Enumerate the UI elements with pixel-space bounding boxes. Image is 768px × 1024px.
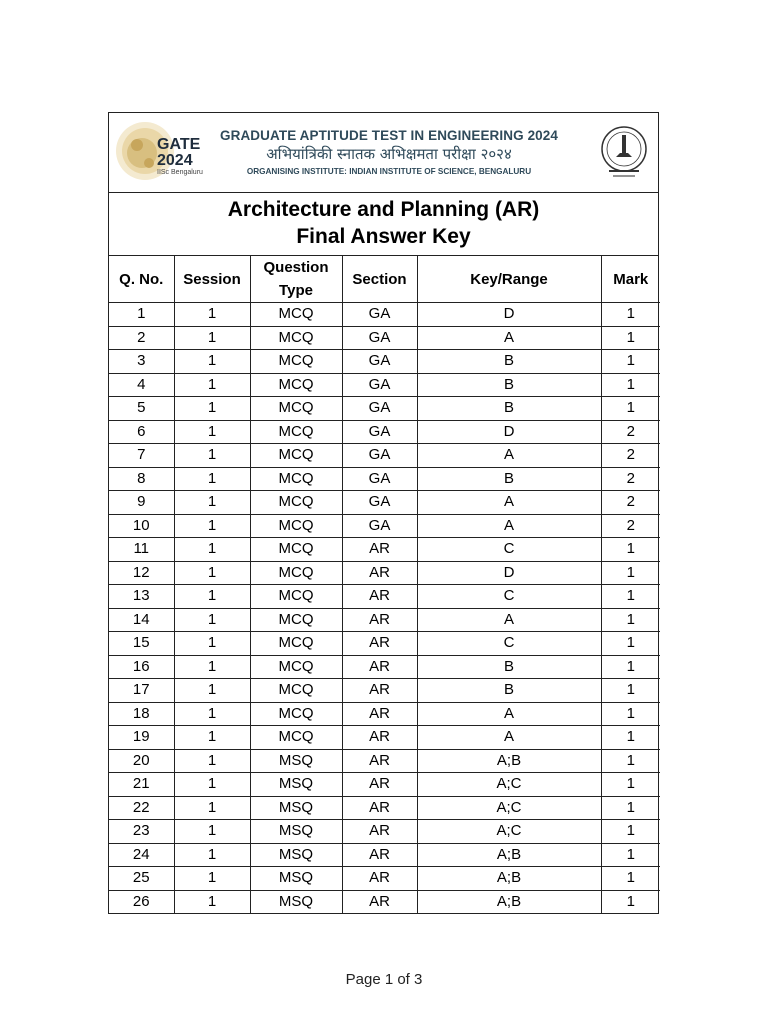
column-header-q-no: Q. No. bbox=[109, 256, 174, 303]
table-row bbox=[109, 397, 660, 421]
cell-key-range: C bbox=[417, 585, 601, 609]
cell-key-range: C bbox=[417, 632, 601, 656]
cell-key-range: B bbox=[417, 350, 601, 374]
cell-session: 1 bbox=[174, 820, 250, 844]
cell-question-type: MCQ bbox=[250, 608, 342, 632]
cell-q-no: 26 bbox=[109, 890, 174, 913]
cell-mark: 1 bbox=[601, 561, 660, 585]
cell-key-range: A;B bbox=[417, 890, 601, 913]
cell-q-no: 1 bbox=[109, 303, 174, 327]
cell-question-type: MCQ bbox=[250, 679, 342, 703]
cell-key-range: A;C bbox=[417, 773, 601, 797]
cell-session: 1 bbox=[174, 397, 250, 421]
cell-section: AR bbox=[342, 867, 417, 891]
cell-session: 1 bbox=[174, 773, 250, 797]
cell-session: 1 bbox=[174, 350, 250, 374]
header-title-hindi: अभियांत्रिकी स्नातक अभिक्षमता परीक्षा २०२४ bbox=[266, 145, 512, 163]
cell-question-type: MCQ bbox=[250, 514, 342, 538]
document-title: Architecture and Planning (AR) bbox=[227, 198, 540, 221]
cell-session: 1 bbox=[174, 538, 250, 562]
cell-mark: 2 bbox=[601, 491, 660, 515]
cell-key-range: D bbox=[417, 303, 601, 327]
cell-key-range: A bbox=[417, 444, 601, 468]
cell-session: 1 bbox=[174, 585, 250, 609]
cell-question-type: MSQ bbox=[250, 749, 342, 773]
table-body bbox=[109, 303, 660, 914]
cell-key-range: B bbox=[417, 655, 601, 679]
cell-mark: 1 bbox=[601, 749, 660, 773]
cell-question-type: MCQ bbox=[250, 326, 342, 350]
cell-q-no: 22 bbox=[109, 796, 174, 820]
title-block bbox=[109, 193, 658, 256]
cell-question-type: MCQ bbox=[250, 467, 342, 491]
cell-question-type: MCQ bbox=[250, 726, 342, 750]
cell-mark: 2 bbox=[601, 514, 660, 538]
cell-session: 1 bbox=[174, 632, 250, 656]
cell-session: 1 bbox=[174, 655, 250, 679]
table-row bbox=[109, 773, 660, 797]
cell-question-type: MCQ bbox=[250, 444, 342, 468]
cell-session: 1 bbox=[174, 444, 250, 468]
cell-key-range: A;C bbox=[417, 820, 601, 844]
cell-section: GA bbox=[342, 444, 417, 468]
table-row bbox=[109, 608, 660, 632]
cell-mark: 2 bbox=[601, 467, 660, 491]
cell-key-range: B bbox=[417, 397, 601, 421]
cell-mark: 1 bbox=[601, 726, 660, 750]
cell-session: 1 bbox=[174, 679, 250, 703]
cell-key-range: B bbox=[417, 373, 601, 397]
cell-mark: 1 bbox=[601, 397, 660, 421]
table-row bbox=[109, 444, 660, 468]
cell-q-no: 5 bbox=[109, 397, 174, 421]
cell-session: 1 bbox=[174, 608, 250, 632]
cell-section: GA bbox=[342, 420, 417, 444]
cell-session: 1 bbox=[174, 890, 250, 913]
cell-key-range: A bbox=[417, 491, 601, 515]
cell-section: AR bbox=[342, 679, 417, 703]
cell-mark: 1 bbox=[601, 608, 660, 632]
cell-mark: 1 bbox=[601, 326, 660, 350]
cell-section: AR bbox=[342, 773, 417, 797]
table-row bbox=[109, 326, 660, 350]
answer-key-sheet bbox=[108, 112, 659, 914]
cell-q-no: 15 bbox=[109, 632, 174, 656]
cell-key-range: A;B bbox=[417, 749, 601, 773]
cell-section: GA bbox=[342, 491, 417, 515]
cell-q-no: 2 bbox=[109, 326, 174, 350]
cell-q-no: 25 bbox=[109, 867, 174, 891]
cell-mark: 1 bbox=[601, 702, 660, 726]
cell-section: GA bbox=[342, 303, 417, 327]
cell-section: GA bbox=[342, 397, 417, 421]
header-organiser: ORGANISING INSTITUTE: INDIAN INSTITUTE OF SCIENCE, BENGALURU bbox=[246, 167, 532, 176]
table-row bbox=[109, 820, 660, 844]
cell-mark: 2 bbox=[601, 444, 660, 468]
cell-section: AR bbox=[342, 608, 417, 632]
table-row bbox=[109, 890, 660, 913]
cell-question-type: MCQ bbox=[250, 373, 342, 397]
table-row bbox=[109, 514, 660, 538]
cell-mark: 1 bbox=[601, 350, 660, 374]
cell-session: 1 bbox=[174, 491, 250, 515]
column-header-session: Session bbox=[174, 256, 250, 303]
gate-logo-word: GATE bbox=[157, 136, 201, 153]
cell-key-range: A bbox=[417, 514, 601, 538]
table-row bbox=[109, 679, 660, 703]
cell-q-no: 8 bbox=[109, 467, 174, 491]
cell-key-range: B bbox=[417, 679, 601, 703]
cell-mark: 1 bbox=[601, 303, 660, 327]
cell-q-no: 10 bbox=[109, 514, 174, 538]
cell-question-type: MCQ bbox=[250, 303, 342, 327]
cell-section: AR bbox=[342, 726, 417, 750]
cell-q-no: 24 bbox=[109, 843, 174, 867]
cell-mark: 1 bbox=[601, 373, 660, 397]
cell-question-type: MCQ bbox=[250, 491, 342, 515]
table-row bbox=[109, 303, 660, 327]
cell-q-no: 14 bbox=[109, 608, 174, 632]
cell-key-range: D bbox=[417, 420, 601, 444]
cell-section: GA bbox=[342, 467, 417, 491]
cell-session: 1 bbox=[174, 726, 250, 750]
cell-mark: 1 bbox=[601, 820, 660, 844]
table-row bbox=[109, 655, 660, 679]
cell-mark: 1 bbox=[601, 632, 660, 656]
cell-section: AR bbox=[342, 749, 417, 773]
cell-question-type: MSQ bbox=[250, 843, 342, 867]
table-row bbox=[109, 538, 660, 562]
cell-question-type: MCQ bbox=[250, 655, 342, 679]
cell-session: 1 bbox=[174, 420, 250, 444]
table-row bbox=[109, 350, 660, 374]
cell-section: AR bbox=[342, 843, 417, 867]
cell-q-no: 23 bbox=[109, 820, 174, 844]
cell-q-no: 3 bbox=[109, 350, 174, 374]
cell-question-type: MCQ bbox=[250, 420, 342, 444]
cell-question-type: MSQ bbox=[250, 796, 342, 820]
cell-section: GA bbox=[342, 373, 417, 397]
cell-q-no: 6 bbox=[109, 420, 174, 444]
cell-key-range: A bbox=[417, 726, 601, 750]
cell-q-no: 4 bbox=[109, 373, 174, 397]
cell-q-no: 18 bbox=[109, 702, 174, 726]
column-header-mark: Mark bbox=[601, 256, 660, 303]
cell-mark: 1 bbox=[601, 585, 660, 609]
cell-q-no: 19 bbox=[109, 726, 174, 750]
table-row bbox=[109, 796, 660, 820]
cell-mark: 1 bbox=[601, 796, 660, 820]
cell-question-type: MCQ bbox=[250, 632, 342, 656]
cell-q-no: 9 bbox=[109, 491, 174, 515]
cell-mark: 1 bbox=[601, 867, 660, 891]
cell-mark: 1 bbox=[601, 843, 660, 867]
cell-section: AR bbox=[342, 655, 417, 679]
cell-key-range: A bbox=[417, 608, 601, 632]
iisc-emblem-icon bbox=[595, 123, 653, 181]
cell-key-range: B bbox=[417, 467, 601, 491]
header-text bbox=[219, 128, 559, 176]
column-header-key-range: Key/Range bbox=[417, 256, 601, 303]
cell-q-no: 13 bbox=[109, 585, 174, 609]
cell-section: AR bbox=[342, 632, 417, 656]
cell-q-no: 11 bbox=[109, 538, 174, 562]
cell-section: AR bbox=[342, 820, 417, 844]
cell-key-range: A;B bbox=[417, 843, 601, 867]
cell-key-range: A bbox=[417, 702, 601, 726]
document-subtitle: Final Answer Key bbox=[296, 225, 471, 248]
answer-key-table bbox=[109, 256, 660, 913]
gate-logo-subtitle: IISc Bengaluru bbox=[157, 169, 203, 176]
cell-mark: 2 bbox=[601, 420, 660, 444]
cell-mark: 1 bbox=[601, 773, 660, 797]
table-row bbox=[109, 843, 660, 867]
cell-q-no: 17 bbox=[109, 679, 174, 703]
cell-session: 1 bbox=[174, 796, 250, 820]
document-header bbox=[109, 113, 658, 193]
table-row bbox=[109, 420, 660, 444]
cell-session: 1 bbox=[174, 702, 250, 726]
cell-session: 1 bbox=[174, 514, 250, 538]
cell-q-no: 16 bbox=[109, 655, 174, 679]
cell-question-type: MCQ bbox=[250, 561, 342, 585]
table-row bbox=[109, 467, 660, 491]
table-row bbox=[109, 867, 660, 891]
cell-mark: 1 bbox=[601, 538, 660, 562]
cell-question-type: MSQ bbox=[250, 890, 342, 913]
table-row bbox=[109, 749, 660, 773]
cell-question-type: MSQ bbox=[250, 820, 342, 844]
table-row bbox=[109, 373, 660, 397]
cell-section: AR bbox=[342, 890, 417, 913]
cell-session: 1 bbox=[174, 561, 250, 585]
table-row bbox=[109, 491, 660, 515]
cell-key-range: A;B bbox=[417, 867, 601, 891]
cell-question-type: MCQ bbox=[250, 350, 342, 374]
cell-q-no: 7 bbox=[109, 444, 174, 468]
cell-section: AR bbox=[342, 585, 417, 609]
cell-key-range: D bbox=[417, 561, 601, 585]
cell-section: AR bbox=[342, 538, 417, 562]
cell-session: 1 bbox=[174, 303, 250, 327]
cell-q-no: 21 bbox=[109, 773, 174, 797]
column-header-section: Section bbox=[342, 256, 417, 303]
cell-q-no: 12 bbox=[109, 561, 174, 585]
cell-session: 1 bbox=[174, 467, 250, 491]
table-row bbox=[109, 726, 660, 750]
cell-q-no: 20 bbox=[109, 749, 174, 773]
cell-mark: 1 bbox=[601, 890, 660, 913]
cell-session: 1 bbox=[174, 843, 250, 867]
cell-session: 1 bbox=[174, 373, 250, 397]
cell-question-type: MSQ bbox=[250, 867, 342, 891]
page-footer: Page 1 of 3 bbox=[345, 971, 423, 988]
cell-session: 1 bbox=[174, 749, 250, 773]
cell-mark: 1 bbox=[601, 655, 660, 679]
cell-mark: 1 bbox=[601, 679, 660, 703]
table-header-row bbox=[109, 256, 660, 303]
cell-section: GA bbox=[342, 514, 417, 538]
cell-question-type: MCQ bbox=[250, 397, 342, 421]
cell-section: AR bbox=[342, 796, 417, 820]
cell-question-type: MSQ bbox=[250, 773, 342, 797]
cell-session: 1 bbox=[174, 867, 250, 891]
cell-section: AR bbox=[342, 561, 417, 585]
cell-question-type: MCQ bbox=[250, 538, 342, 562]
gate-logo bbox=[115, 117, 207, 187]
table-row bbox=[109, 702, 660, 726]
cell-key-range: C bbox=[417, 538, 601, 562]
cell-question-type: MCQ bbox=[250, 702, 342, 726]
cell-section: GA bbox=[342, 326, 417, 350]
table-row bbox=[109, 585, 660, 609]
cell-section: GA bbox=[342, 350, 417, 374]
column-header-question-type: Question Type bbox=[250, 256, 342, 303]
gate-logo-year: 2024 bbox=[157, 152, 193, 169]
table-row bbox=[109, 632, 660, 656]
cell-section: AR bbox=[342, 702, 417, 726]
cell-key-range: A bbox=[417, 326, 601, 350]
table-row bbox=[109, 561, 660, 585]
header-title-english: GRADUATE APTITUDE TEST IN ENGINEERING 2024 bbox=[220, 128, 558, 143]
iisc-emblem bbox=[595, 123, 653, 181]
cell-question-type: MCQ bbox=[250, 585, 342, 609]
cell-key-range: A;C bbox=[417, 796, 601, 820]
cell-session: 1 bbox=[174, 326, 250, 350]
